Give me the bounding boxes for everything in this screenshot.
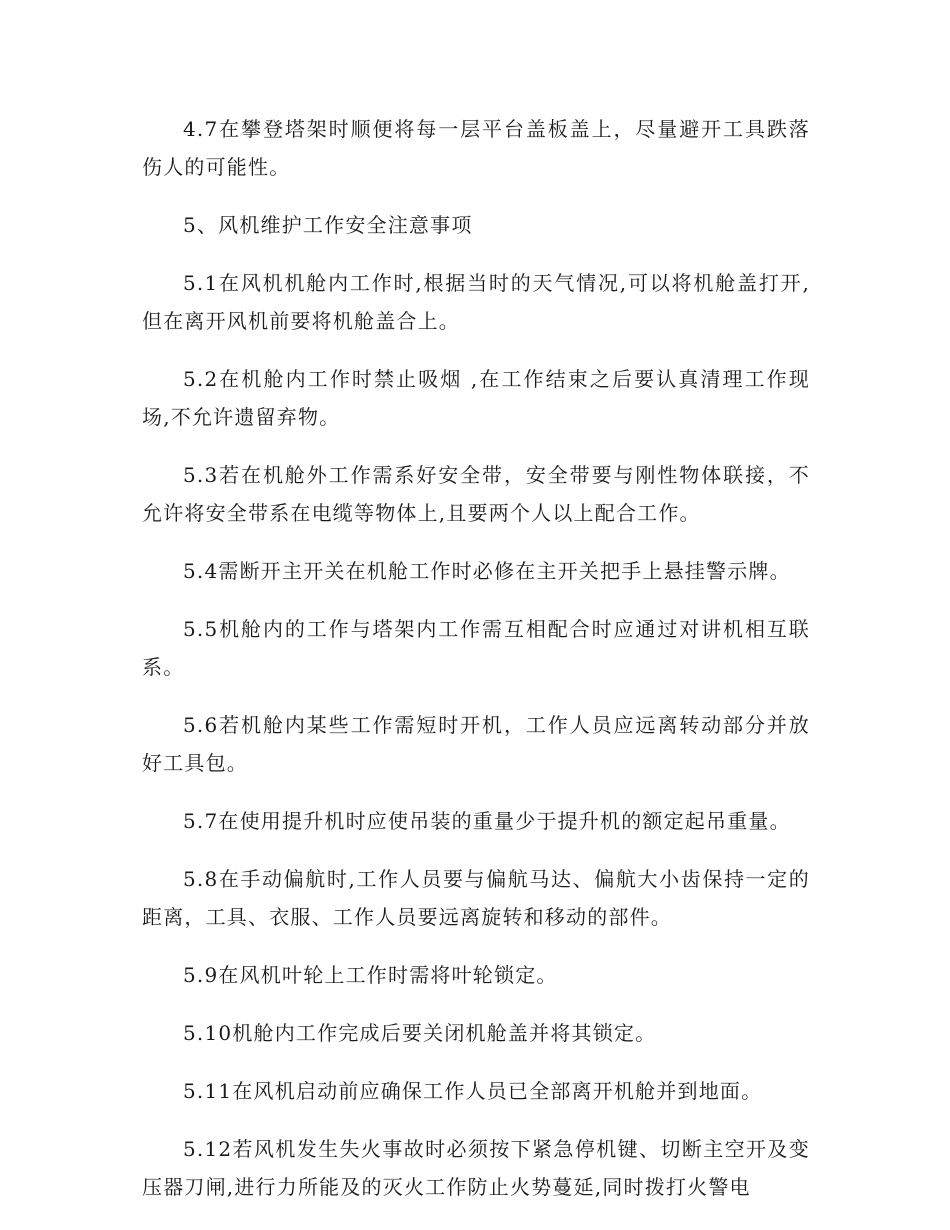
paragraph-5-12: 5.12若风机发生失火事故时必须按下紧急停机键、切断主空开及变压器刀闸,进行力所能及的灭火工作防止火势蔓延,同时拨打火警电 xyxy=(142,1137,810,1199)
paragraph-5-9: 5.9在风机叶轮上工作时需将叶轮锁定。 xyxy=(183,963,558,987)
paragraph-5-3: 5.3若在机舱外工作需系好安全带，安全带要与刚性物体联接，不允许将安全带系在电缆等物体上,且要两个人以上配合工作。 xyxy=(142,463,810,525)
paragraph-5-11: 5.11在风机启动前应确保工作人员已全部离开机舱并到地面。 xyxy=(183,1079,763,1103)
document-body xyxy=(142,110,810,1226)
section-heading-5: 5、风机维护工作安全注意事项 xyxy=(183,213,473,237)
paragraph-5-4: 5.4需断开主开关在机舱工作时必修在主开关把手上悬挂警示牌。 xyxy=(183,559,791,583)
paragraph-5-2: 5.2在机舱内工作时禁止吸烟 ,在工作结束之后要认真清理工作现场,不允许遗留弃物。 xyxy=(142,367,810,429)
paragraph-5-6: 5.6若机舱内某些工作需短时开机，工作人员应远离转动部分并放好工具包。 xyxy=(142,713,810,775)
paragraph-5-5: 5.5机舱内的工作与塔架内工作需互相配合时应通过对讲机相互联系。 xyxy=(142,617,810,679)
paragraph-4-7: 4.7在攀登塔架时顺便将每一层平台盖板盖上，尽量避开工具跌落伤人的可能性。 xyxy=(142,117,810,179)
paragraph-5-8: 5.8在手动偏航时,工作人员要与偏航马达、偏航大小齿保持一定的距离，工具、衣服、工作人员要远离旋转和移动的部件。 xyxy=(142,867,810,929)
paragraph-5-7: 5.7在使用提升机时应使吊装的重量少于提升机的额定起吊重量。 xyxy=(183,809,791,833)
paragraph-5-10: 5.10机舱内工作完成后要关闭机舱盖并将其锁定。 xyxy=(183,1021,657,1045)
paragraph-5-1: 5.1在风机机舱内工作时,根据当时的天气情况,可以将机舱盖打开,但在离开风机前要将机舱盖合上。 xyxy=(142,271,810,333)
